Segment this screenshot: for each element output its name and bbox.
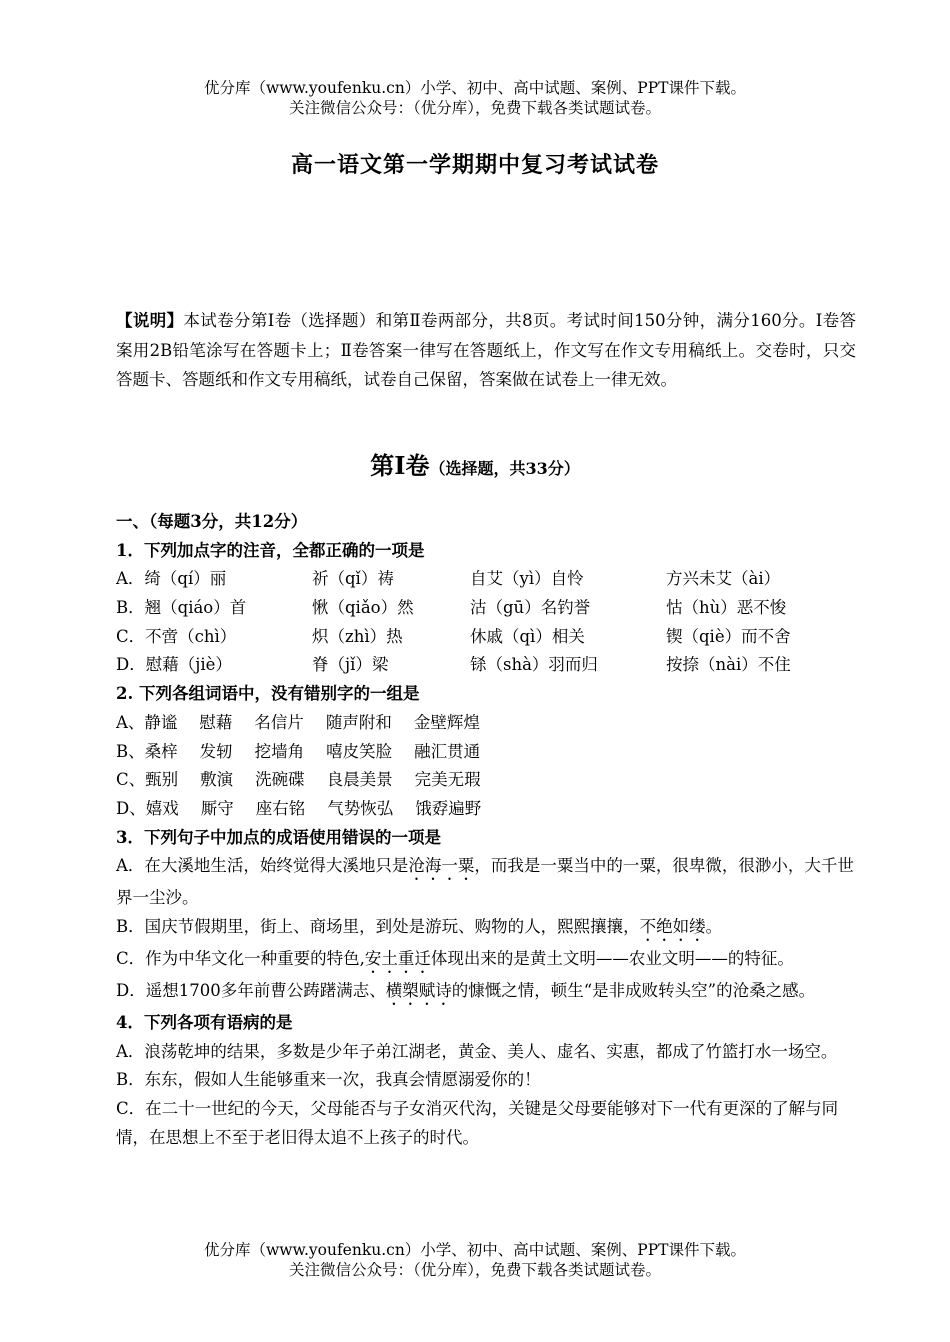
q3-c-part1: C．作为中华文化一种重要的特色, [116,948,365,968]
q1-row-a [116,565,856,594]
q3-option-c [116,945,856,977]
q1-d-1: D．慰藉（jiè） [116,655,232,675]
page-header [0,78,950,118]
q4-stem: 4．下列各项有语病的是 [116,1012,293,1032]
q1-c-1: C．不啻（chì） [116,626,237,646]
q2-b-2: 发轫 [199,741,233,761]
q1-d-4: 按捺（nài）不住 [666,655,791,675]
q2-d-5: 饿孬遍野 [415,798,482,818]
q1-a-4: 方兴未艾（ài） [666,569,781,589]
q2-a-5: 金壁辉煌 [413,712,480,732]
q3-a-part2: ，而我是一粟当中的一粟，很卑微，很渺小，大千世界一尘沙。 [116,856,854,908]
q2-a-3: 名信片 [254,712,304,732]
volume-heading [0,446,950,481]
q2-c-5: 完美无瑕 [414,770,481,790]
q2-c-2: 敷演 [200,770,234,790]
q4-option-a: A．浪荡乾坤的结果，多数是少年子弟江湖老，黄金、美人、虚名、实惠，都成了竹篮打水一场空。 [116,1041,838,1061]
exam-title: 高一语文第一学期期中复习考试试卷 [290,152,659,178]
q2-row-c [116,766,856,795]
questions [116,508,856,1152]
q2-b-1: B、桑梓 [116,741,178,761]
q3-option-b [116,913,856,945]
q1-b-2: 愀（qiǎo）然 [312,598,414,618]
q2-stem: 2. 下列各组词语中，没有错别字的一组是 [116,684,420,704]
q4-option-c: C．在二十一世纪的今天，父母能否与子女消灭代沟，关键是父母要能够对下一代有更深的了解与同情，在思想上不至于老旧得太追不上孩子的时代。 [116,1099,839,1147]
instructions-text: 本试卷分第Ⅰ卷（选择题）和第Ⅱ卷两部分，共8页。考试时间150分钟，满分160分。Ⅰ卷答案用2B铅笔涂写在答题卡上；Ⅱ卷答案一律写在答题纸上，作文写在作文专用稿纸上。交卷时，只交答题卡、答题纸和作文专用稿纸，试卷自己保留，答案做在试卷上一律无效。 [116,311,856,389]
q3-option-d [116,977,856,1009]
q2-b-5: 融汇贯通 [414,741,481,761]
q1-d-3: 铩（shà）羽而归 [470,655,598,675]
q3-d-part2: 的慷慨之情，顿生“是非成败转头空”的沧桑之感。 [451,980,816,1000]
q3-c-idiom: 安土重迁 [364,948,431,968]
q2-d-4: 气势恢弘 [327,798,394,818]
q2-c-1: C、甄别 [116,770,179,790]
q2-row-a [116,709,856,738]
q2-a-2: 慰藉 [199,712,233,732]
q1-a-3: 自艾（yì）自怜 [470,569,584,589]
volume-main: 第Ⅰ卷 [370,451,430,480]
q1-b-3: 沽（gū）名钓誉 [470,598,591,618]
footer-line-1: 优分库（www.youfenku.cn）小学、初中、高中试题、案例、PPT课件下载。 [203,1241,747,1259]
q2-b-4: 嘻皮笑脸 [326,741,393,761]
q1-a-1: A．绮（qí）丽 [116,569,227,589]
q4-option-b: B．东东，假如人生能够重来一次，我真会情愿溺爱你的！ [116,1070,541,1090]
q3-b-part2: 。 [705,916,723,936]
instructions-label: 【说明】 [116,311,184,330]
page-footer [0,1240,950,1280]
q1-row-d [116,651,856,680]
section-heading: 一、（每题3分，共12分） [116,512,308,531]
q3-option-a [116,852,856,913]
q2-row-d [116,795,856,824]
q3-d-part1: D．遥想1700多年前曹公踌躇满志、 [116,980,386,1000]
q3-c-part2: 体现出来的是黄土文明——农业文明——的特征。 [430,948,794,968]
footer-line-2: 关注微信公众号：（优分库），免费下载各类试题试卷。 [288,1261,661,1279]
volume-sub: （选择题，共33分） [429,459,580,478]
header-line-1: 优分库（www.youfenku.cn）小学、初中、高中试题、案例、PPT课件下载。 [203,79,747,97]
q2-a-4: 随声附和 [325,712,392,732]
header-line-2: 关注微信公众号：（优分库），免费下载各类试题试卷。 [288,99,661,117]
q1-b-1: B．翘（qiáo）首 [116,598,247,618]
q3-stem: 3．下列句子中加点的成语使用错误的一项是 [116,827,441,847]
q3-a-idiom: 沧海一粟 [408,856,475,876]
q3-b-part1: B．国庆节假期里，街上、商场里，到处是游玩、购物的人，熙熙攘攘， [116,916,640,936]
q1-d-2: 脊（jǐ）梁 [312,655,389,675]
q2-d-3: 座右铭 [255,798,306,818]
q1-a-2: 祈（qǐ）祷 [312,569,394,589]
q3-a-part1: A．在大溪地生活，始终觉得大溪地只是 [116,856,409,876]
q2-d-1: D、嬉戏 [116,798,179,818]
q2-a-1: A、静谧 [116,712,178,732]
q2-c-4: 良晨美景 [326,770,393,790]
q1-c-2: 炽（zhì）热 [312,626,403,646]
q2-d-2: 厮守 [200,798,234,818]
q2-b-3: 挖墙角 [254,741,305,761]
q3-b-idiom: 不绝如缕 [639,916,706,936]
q1-row-c [116,623,856,652]
q1-row-b [116,594,856,623]
q1-b-4: 怙（hù）恶不悛 [666,598,787,618]
instructions [116,306,856,395]
q2-row-b [116,738,856,767]
q3-d-idiom: 横槊赋诗 [385,980,452,1000]
q1-c-3: 休戚（qì）相关 [470,626,585,646]
q1-stem: 1．下列加点字的注音，全都正确的一项是 [116,540,425,560]
q1-c-4: 锲（qiè）而不舍 [666,626,791,646]
q2-c-3: 洗碗碟 [255,770,305,790]
